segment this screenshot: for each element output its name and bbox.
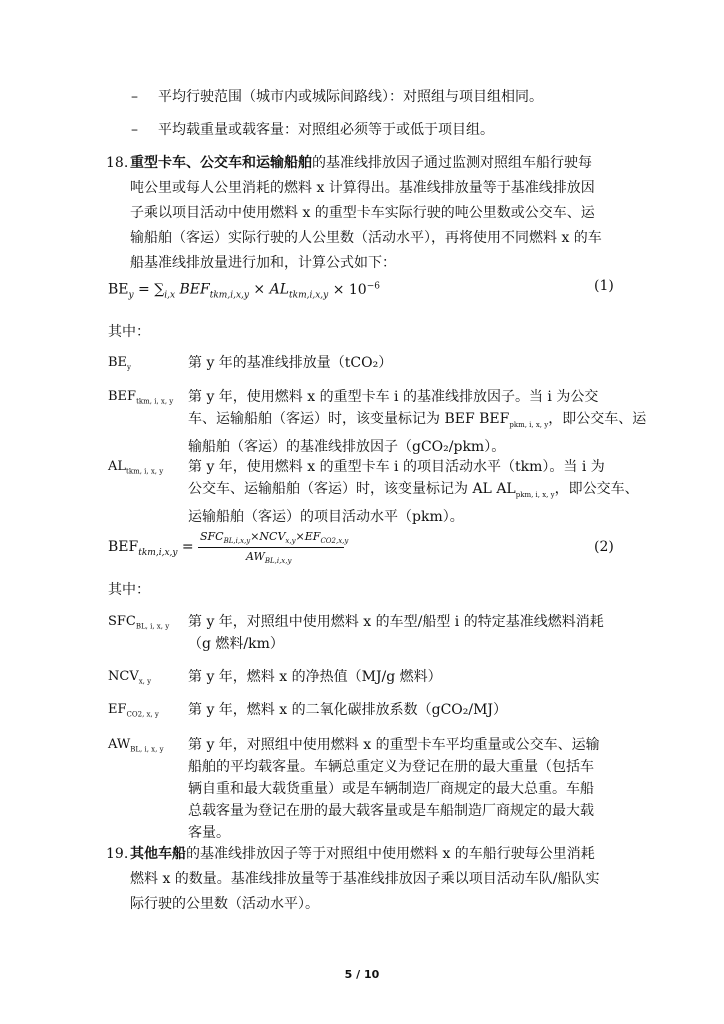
equation-2-numerator: $SFC_{BL,i,x,y}\times NCV_{x,y}\times EF_{CO2,x,y}$ bbox=[200, 530, 349, 546]
definition: 第 y 年，使用燃料 x 的重型卡车 i 的项目活动水平（tkm）。当 i 为 公交车、运输船舶（客运）时，该变量标记为 AL $AL_{pkm, i, x, y}$，即公交车、 运输船舶（客运）的项目活动水平（pkm）。 bbox=[188, 459, 639, 525]
paragraph-19 bbox=[130, 842, 600, 917]
paragraph-line: 的基准线排放因子等于对照组中使用燃料 x 的车船行驶每公里消耗 bbox=[186, 846, 595, 862]
symbol-label: $AW_{BL, i, x, y}$ bbox=[108, 737, 164, 754]
symbol-label: $EF_{CO2, x, y}$ bbox=[108, 702, 159, 719]
bullet-marker: – bbox=[131, 89, 138, 105]
symbol-label: $BE_y$ bbox=[108, 355, 132, 372]
definition: 第 y 年，对照组中使用燃料 x 的车型/船型 i 的特定基准线燃料消耗 （g 燃料/km） bbox=[188, 614, 604, 652]
definition: 第 y 年的基准线排放量（tCO₂） bbox=[188, 355, 393, 371]
paragraph-line: 输船舶（客运）实际行驶的人公里数（活动水平），再将使用不同燃料 x 的车 bbox=[130, 230, 602, 246]
definition: 第 y 年，燃料 x 的二氧化碳排放系数（gCO₂/MJ） bbox=[188, 702, 508, 718]
paragraph-number: 18. bbox=[106, 155, 129, 171]
bold-lead: 其他车船 bbox=[130, 846, 186, 862]
where-label: 其中： bbox=[108, 582, 150, 598]
bullet-item: 平均载重量或载客量：对照组必须等于或低于项目组。 bbox=[158, 122, 494, 138]
definition: 第 y 年，燃料 x 的净热值（MJ/g 燃料） bbox=[188, 669, 442, 685]
equation-number: (1) bbox=[594, 278, 614, 294]
equation-1: $BE_y = \sum_{i,x}$ $BEF_{tkm,i,x,y} \times AL_{tkm,i,x,y} \times 10^{-6}$ bbox=[108, 281, 380, 301]
symbol-label: $NCV_{x, y}$ bbox=[108, 669, 152, 686]
fraction-bar bbox=[198, 547, 344, 548]
equation-2-denominator: $AW_{BL,i,x,y}$ bbox=[246, 550, 292, 566]
symbol-label: $AL_{tkm, i, x, y}$ bbox=[108, 459, 164, 476]
paragraph-number: 19. bbox=[106, 846, 129, 862]
paragraph-line: 船基准线排放量进行加和，计算公式如下： bbox=[130, 255, 396, 271]
symbol-label: $BEF_{tkm, i, x, y}$ bbox=[108, 389, 174, 406]
definition: 第 y 年，对照组中使用燃料 x 的重型卡车平均重量或公交车、运输 船舶的平均载客量。车辆总重定义为登记在册的最大重量（包括车 辆自重和最大载货重量）或是车辆制造厂商规定的最大总重。车船 总载客量为登记在册的最大载客量或是车船制造厂商规定的最大载 客量。 bbox=[188, 737, 600, 841]
equation-number: (2) bbox=[594, 539, 614, 555]
definition: 第 y 年，使用燃料 x 的重型卡车 i 的基准线排放因子。当 i 为公交 车、运输船舶（客运）时，该变量标记为 BEF $BEF_{pkm, i, x, y}$，即公交车、运 输船舶（客运）的基准线排放因子（gCO₂/pkm）。 bbox=[188, 389, 647, 455]
bullet-marker: – bbox=[131, 122, 138, 138]
paragraph-line: 燃料 x 的数量。基准线排放量等于基准线排放因子乘以项目活动车队/船队实 bbox=[130, 871, 600, 887]
paragraph-line: 的基准线排放因子通过监测对照组车船行驶每 bbox=[312, 155, 592, 171]
paragraph-line: 吨公里或每人公里消耗的燃料 x 计算得出。基准线排放量等于基准线排放因 bbox=[130, 180, 595, 196]
equation-2-lhs: $BEF_{tkm,i,x,y}$ = bbox=[108, 539, 194, 558]
symbol-label: $SFC_{BL, i, x, y}$ bbox=[108, 614, 170, 631]
bold-lead: 重型卡车、公交车和运输船舶 bbox=[130, 155, 312, 171]
paragraph-line: 际行驶的公里数（活动水平）。 bbox=[130, 896, 319, 912]
bullet-item: 平均行驶范围（城市内或城际间路线）：对照组与项目组相同。 bbox=[158, 89, 543, 105]
paragraph-line: 子乘以项目活动中使用燃料 x 的重型卡车实际行驶的吨公里数或公交车、运 bbox=[130, 205, 595, 221]
page-number: 5 / 10 bbox=[344, 968, 380, 981]
paragraph-18 bbox=[130, 151, 602, 276]
where-label: 其中： bbox=[108, 324, 150, 340]
